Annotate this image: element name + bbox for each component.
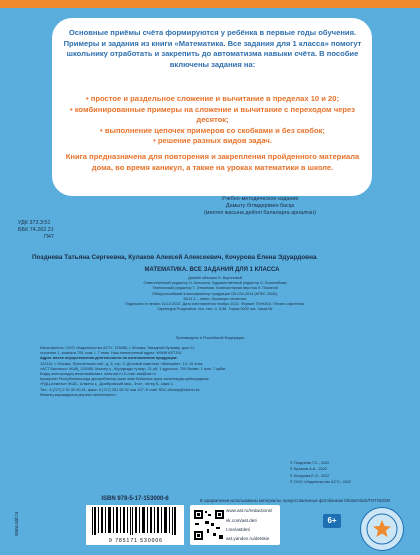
imprint-line: Общероссийский классификатор продукции ОК-034-2014 (КПЕС 2008);: [152, 291, 278, 296]
publisher-line: 123112, г. Москва, Пресненская наб., д. 6, стр. 2, Деловой комплекс «Империя», 14, 15 этаж: [40, 361, 203, 366]
edition-line: Учебно-методическое издание: [221, 196, 299, 202]
imprint-line: Подписано в печать 16.10.2022. Дата изготовления ноябрь 2022. Формат 70х90/16. Печать офсетная.: [125, 302, 305, 307]
copyright-line: © Позднева Т.С., 2022: [290, 461, 330, 465]
bullet-item: • решение разных видов задач.: [153, 136, 272, 146]
annotation-tail: Книга предназначена для повторения и закрепления пройденного материала дома, во время каникул, а также на уроках математики в школе.: [65, 152, 360, 172]
qr-link[interactable]: vk.com/ast.deti: [226, 518, 257, 523]
star-icon: [361, 508, 403, 550]
age-rating-badge: 6+: [323, 514, 341, 528]
bullet-item: • выполнение цепочек примеров со скобками и без скобок;: [100, 125, 325, 135]
edition-info: [160, 196, 360, 217]
imprint-line: Технический редактор Т. Этманова. Компьютерная верстка Л. Пачиной: [152, 286, 278, 291]
series-logo-icon: [360, 507, 404, 551]
made-in: Произведено в Российской Федерации: [175, 336, 245, 340]
annotation-lead: Основные приёмы счёта формируются у ребёнка в первые годы обучения. Примеры и задания из книги «Математика. Все задания для 1 класса» помогут школьнику отработать и закрепить до автоматизма навыки счёта. В пособие включены задания на:: [63, 28, 362, 69]
edition-line: Дамыту бітімдерімен басқа: [225, 203, 295, 209]
bullet-item: • комбинированные примеры на сложение и вычитание с переходом через десяток;: [69, 104, 356, 125]
imprint-line: Дизайн обложки Н. Вороновой: [188, 276, 242, 280]
side-url-text: www.ast.ru: [14, 511, 20, 536]
classification-codes: [18, 220, 138, 241]
isbn-label: ISBN 978-5-17-153000-6: [101, 496, 169, 502]
qr-code-icon: [193, 509, 225, 541]
barcode-icon: [86, 505, 184, 535]
publisher-line: «АСТ Баспасы» ЖШҚ, 129085, Мәскеу қ., Жұлдызды гүлзар, 21-үй, 1-құрылыс, 705 бөлме, 1 пом. 7-қабат: [40, 366, 226, 371]
side-url: [12, 478, 20, 538]
publisher-line: Қазақстан Республикасында дистрибьютор және өнім бойынша арыз-талаптарды қабылдаушы:: [40, 377, 210, 382]
qr-link[interactable]: ast.yandex.ru/detskie: [226, 536, 270, 541]
authors-line: Позднева Татьяна Сергеевна, Кулаков Алексей Алексеевич, Кочурова Елена Эдуардовна: [32, 254, 317, 261]
publisher-line: Өнімнің жарамдылық мерзімі шектелмеген.: [40, 392, 117, 397]
isbn-digits: 9 785171 530006: [109, 538, 163, 544]
publisher-line: Тел.: 8 (727) 2 51 59 90,91, факс: 8 (727) 251 59 92 ішкі 107; E-mail: RDC-Almaty@eksmo.kz: [40, 387, 200, 392]
publisher-block: [40, 346, 400, 398]
imprint-line: 58.11.1 – книги, брошюры печатные: [183, 296, 247, 301]
publisher-line: Адрес места осуществления деятельности по изготовлению продукции:: [40, 356, 178, 361]
publisher-line: Изготовитель: ООО «Издательство АСТ». 129085, г. Москва, Звездный бульвар, дом 21,: [40, 346, 196, 350]
qr-link[interactable]: t.me/astdeti: [226, 527, 250, 532]
author-mark: П47: [44, 234, 54, 240]
publisher-line: Біздің электрондық мекенжайымыз: www.ast.ru E-mail: ask@ast.ru: [40, 372, 156, 377]
udk-code: УДК 373.3:51: [18, 220, 51, 226]
annotation-bullets: [60, 94, 365, 147]
copyright-line: © Кулаков А.А., 2022: [290, 467, 327, 472]
imprint-line: Ответственный редактор Н. Анешина. Художественный редактор О. Боголюбова: [143, 281, 287, 286]
book-title: МАТЕМАТИКА. ВСЕ ЗАДАНИЯ ДЛЯ 1 КЛАССА: [144, 267, 280, 273]
imprint-block: [40, 276, 390, 312]
bbk-code: ББК 74.262.21: [18, 227, 54, 233]
publisher-line: «РДЦ-Алматы» ЖШС, Алматы қ., Домбровский көш., 3«а», литер Б, офис 1.: [40, 382, 175, 387]
edition-line: (мектеп жасына дейінгі балаларға арналған): [204, 210, 316, 216]
bullet-item: • простое и раздельное сложение и вычитание в пределах 10 и 20;: [85, 94, 340, 103]
copyright-block: [290, 460, 410, 485]
photo-credit: В оформлении использованы материалы, предоставленные фотобанком Shutterstock/FOTODOM: [200, 498, 390, 503]
publisher-line: строение 1, комната 705, пом. I, 7 этаж. Наш электронный адрес: WWW.AST.RU: [40, 351, 182, 356]
top-accent-bar: [0, 0, 420, 8]
qr-link[interactable]: www.ast.ru/redactions/: [226, 508, 273, 513]
copyright-line: © Кочурова Е.Э., 2022: [290, 473, 330, 478]
copyright-line: © ООО «Издательство АСТ», 2022: [290, 479, 352, 484]
imprint-line: Гарнитура Pragmatica. Усл. печ. л. 5,58. Тираж 3000 экз. Заказ №: [157, 307, 273, 312]
